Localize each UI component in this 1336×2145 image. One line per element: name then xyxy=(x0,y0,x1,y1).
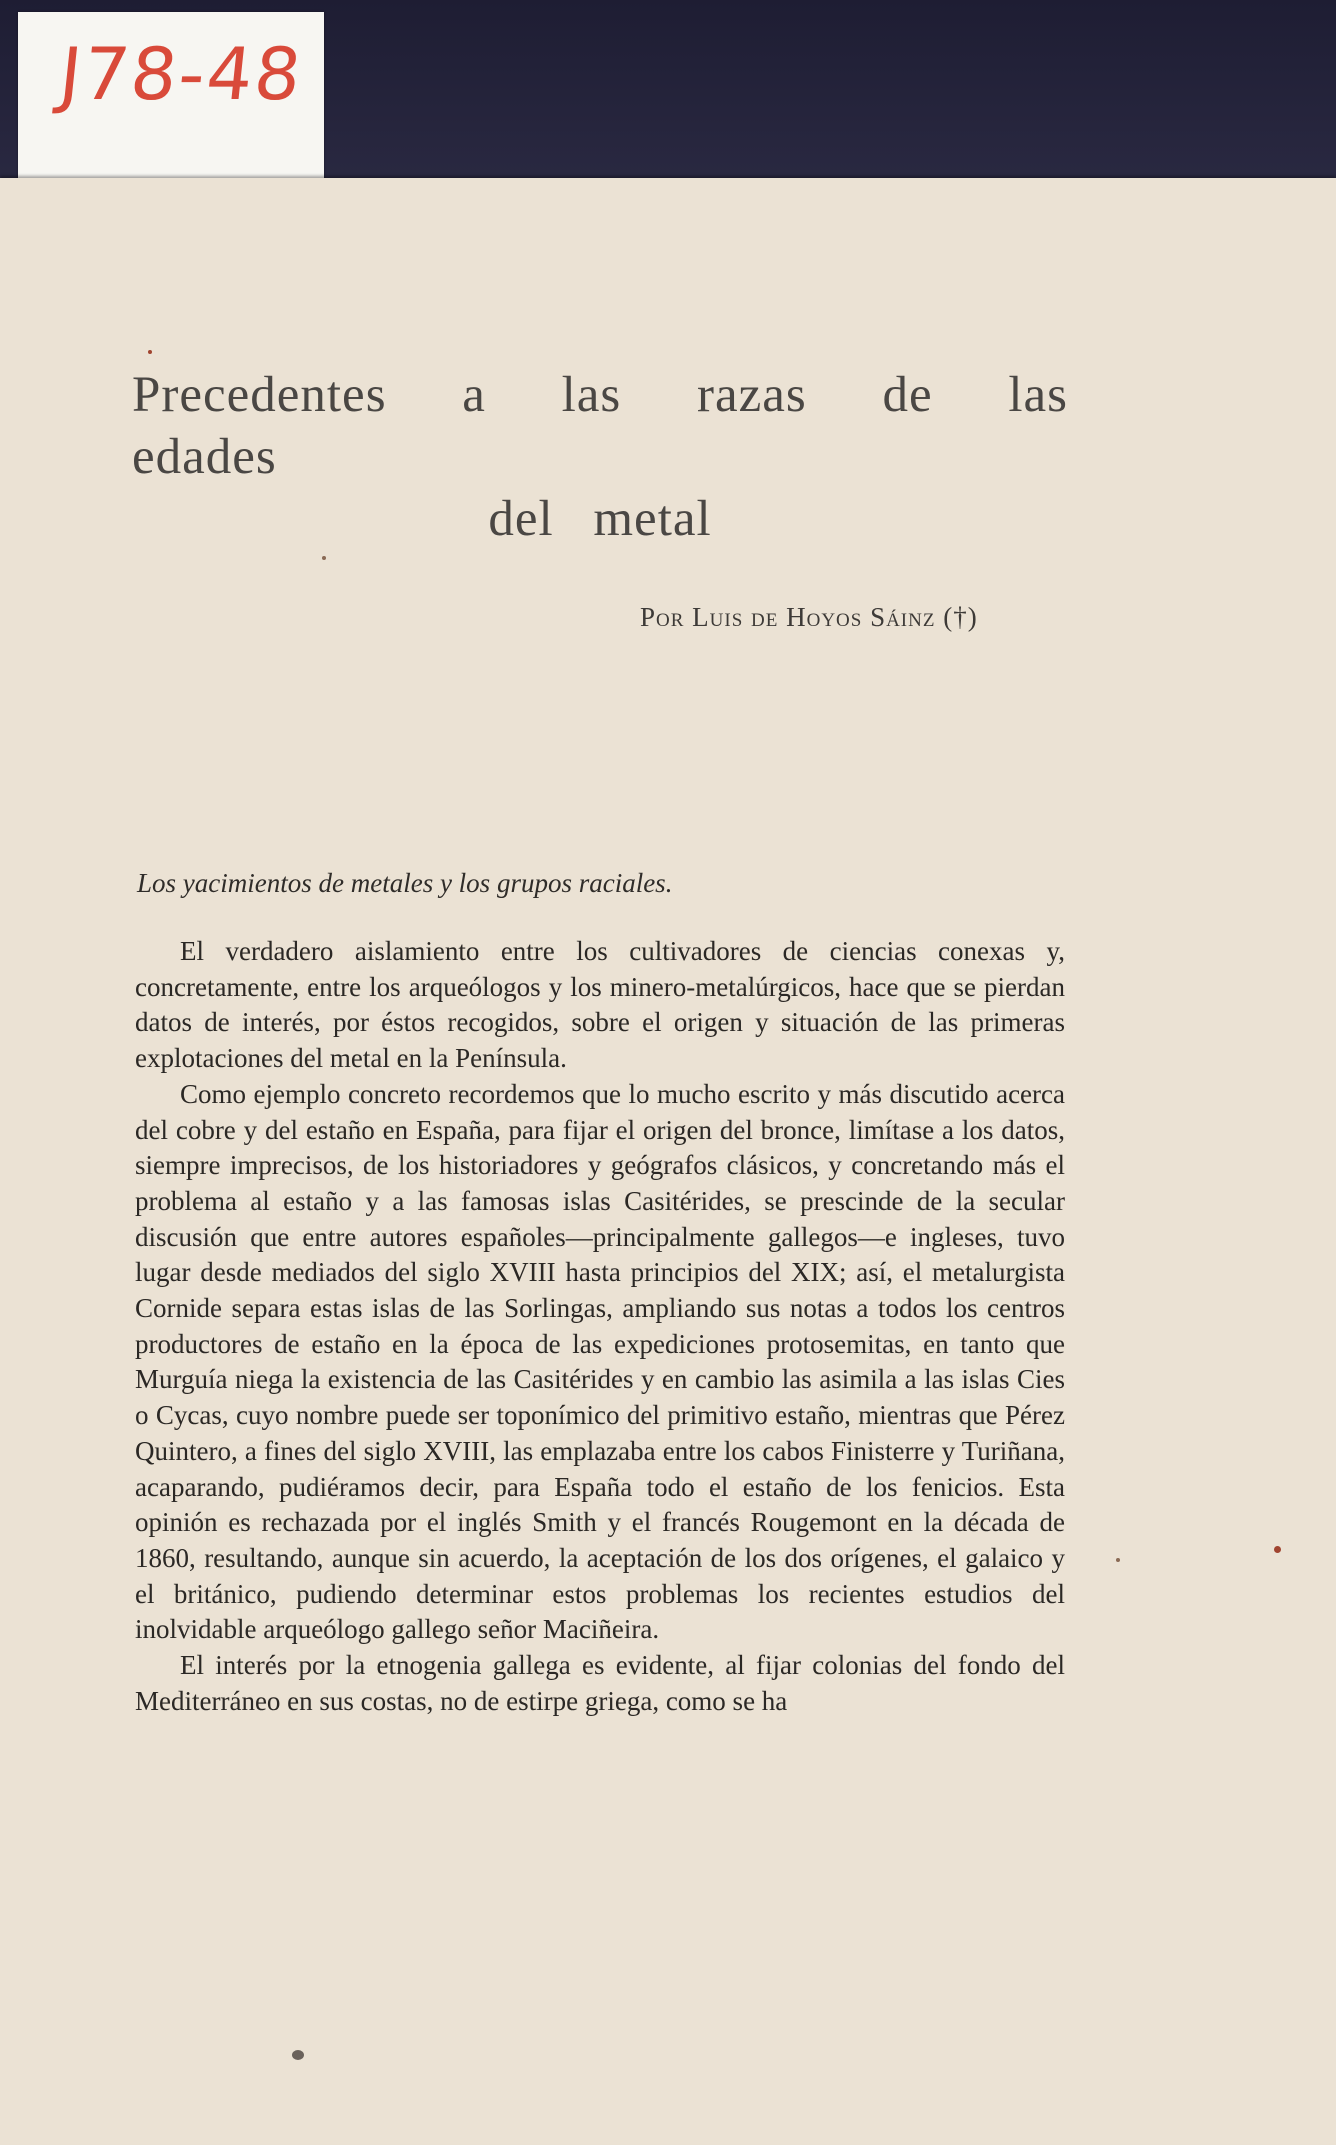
paper-speck xyxy=(322,556,326,560)
paper-speck xyxy=(292,2050,304,2060)
document-page xyxy=(0,178,1336,2145)
author-byline: Por Luis de Hoyos Sáinz (†) xyxy=(640,602,978,632)
paragraph: El interés por la etnogenia gallega es evidente, al fijar colonias del fondo del Mediterráneo en sus costas, no de estirpe griega, como se ha xyxy=(135,1650,1065,1716)
section-heading: Los yacimientos de metales y los grupos raciales. xyxy=(137,868,673,898)
title-line-2: del metal xyxy=(488,491,712,547)
handwritten-catalog-number: J78-48 xyxy=(55,32,307,116)
catalog-label xyxy=(18,12,324,180)
article-body xyxy=(135,934,1065,1719)
title-line-1: Precedentes a las razas de las edades xyxy=(132,367,1068,485)
paragraph: Como ejemplo concreto recordemos que lo mucho escrito y más discutido acerca del cobre y del estaño en España, para fijar el origen del bronce, limítase a los datos, siempre imprecisos, de los historiadores y geógrafos clásicos, y concretando más el problema al estaño y a las famosas islas Casitérides, se prescinde de la secular discusión que entre autores españoles—principalmente gallegos—e ingleses, tuvo lugar desde mediados del siglo XVIII hasta principios del XIX; así, el metalurgista Cornide separa estas islas de las Sorlingas, ampliando sus notas a todos los centros productores de estaño en la época de las expediciones protosemitas, en tanto que Murguía niega la existencia de las Casitérides y en cambio las asimila a las islas Cies o Cycas, cuyo nombre puede ser toponímico del primitivo estaño, mientras que Pérez Quintero, a fines del siglo XVIII, las emplazaba entre los cabos Finisterre y Turiñana, acaparando, pudiéramos decir, para España todo el estaño de los fenicios. Esta opinión es rechazada por el inglés Smith y el francés Rougemont en la década de 1860, resultando, aunque sin acuerdo, la aceptación de los dos orígenes, el galaico y el británico, pudiendo determinar estos problemas los recientes estudios del inolvidable arqueólogo gallego señor Maciñeira. xyxy=(135,1078,1065,1645)
paper-speck xyxy=(148,350,152,354)
article-title xyxy=(132,364,1068,550)
paper-speck xyxy=(1116,1558,1120,1562)
paragraph: El verdadero aislamiento entre los cultivadores de ciencias conexas y, concretamente, entre los arqueólogos y los minero-metalúrgicos, hace que se pierdan datos de interés, por éstos recogidos, sobre el origen y situación de las primeras explotaciones del metal en la Península. xyxy=(135,936,1065,1074)
paper-speck xyxy=(1274,1546,1281,1553)
